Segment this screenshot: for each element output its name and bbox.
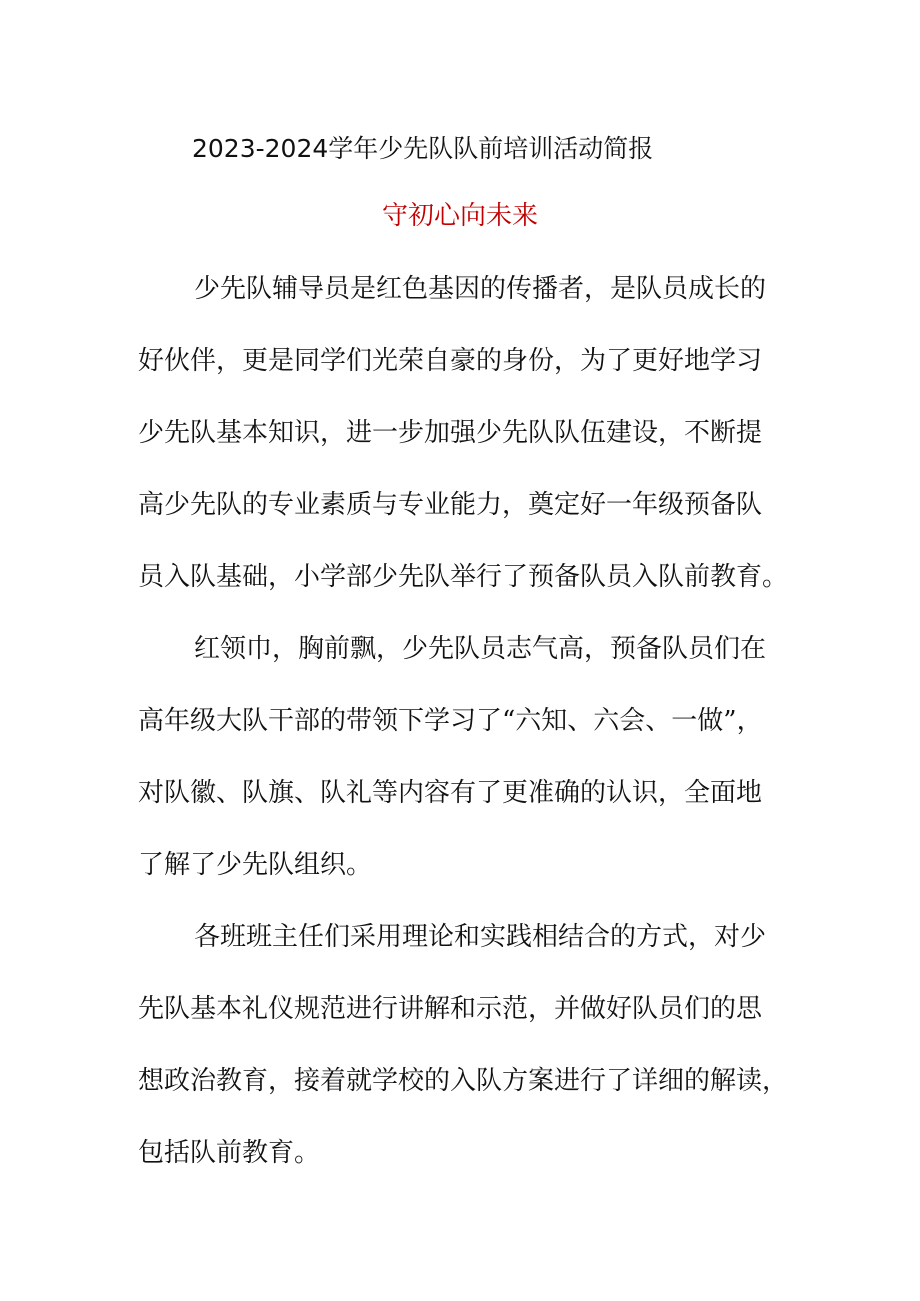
- paragraph-line: 少先队基本知识，进一步加强少先队队伍建设，不断提: [138, 418, 763, 448]
- paragraph-line: 对队徽、队旗、队礼等内容有了更准确的认识，全面地: [138, 778, 763, 808]
- paragraph-line: 高少先队的专业素质与专业能力，奠定好一年级预备队: [138, 490, 763, 520]
- paragraph-line: 了解了少先队组织。: [138, 850, 373, 880]
- paragraph-line: 好伙伴，更是同学们光荣自豪的身份，为了更好地学习: [138, 346, 763, 376]
- paragraph-line: 红领巾，胸前飘，少先队员志气高，预备队员们在: [194, 634, 767, 664]
- paragraph-3: [138, 901, 788, 1189]
- paragraph-1: [138, 253, 788, 613]
- document-subtitle: 守初心向未来: [381, 201, 538, 231]
- paragraph-2: [138, 613, 766, 901]
- paragraph-line: 少先队辅导员是红色基因的传播者，是队员成长的: [194, 274, 767, 304]
- paragraph-line: 先队基本礼仪规范进行讲解和示范，并做好队员们的思: [138, 994, 763, 1024]
- paragraph-line: 想政治教育，接着就学校的入队方案进行了详细的解读，: [138, 1066, 789, 1096]
- paragraph-line: 包括队前教育。: [138, 1138, 321, 1168]
- paragraph-line: 高年级大队干部的带领下学习了“六知、六会、一做”，: [138, 706, 763, 736]
- paragraph-line: 员入队基础，小学部少先队举行了预备队员入队前教育。: [138, 562, 789, 592]
- paragraph-line: 各班班主任们采用理论和实践相结合的方式，对少: [194, 922, 767, 952]
- document-title: 2023-2024学年少先队队前培训活动简报: [192, 134, 654, 163]
